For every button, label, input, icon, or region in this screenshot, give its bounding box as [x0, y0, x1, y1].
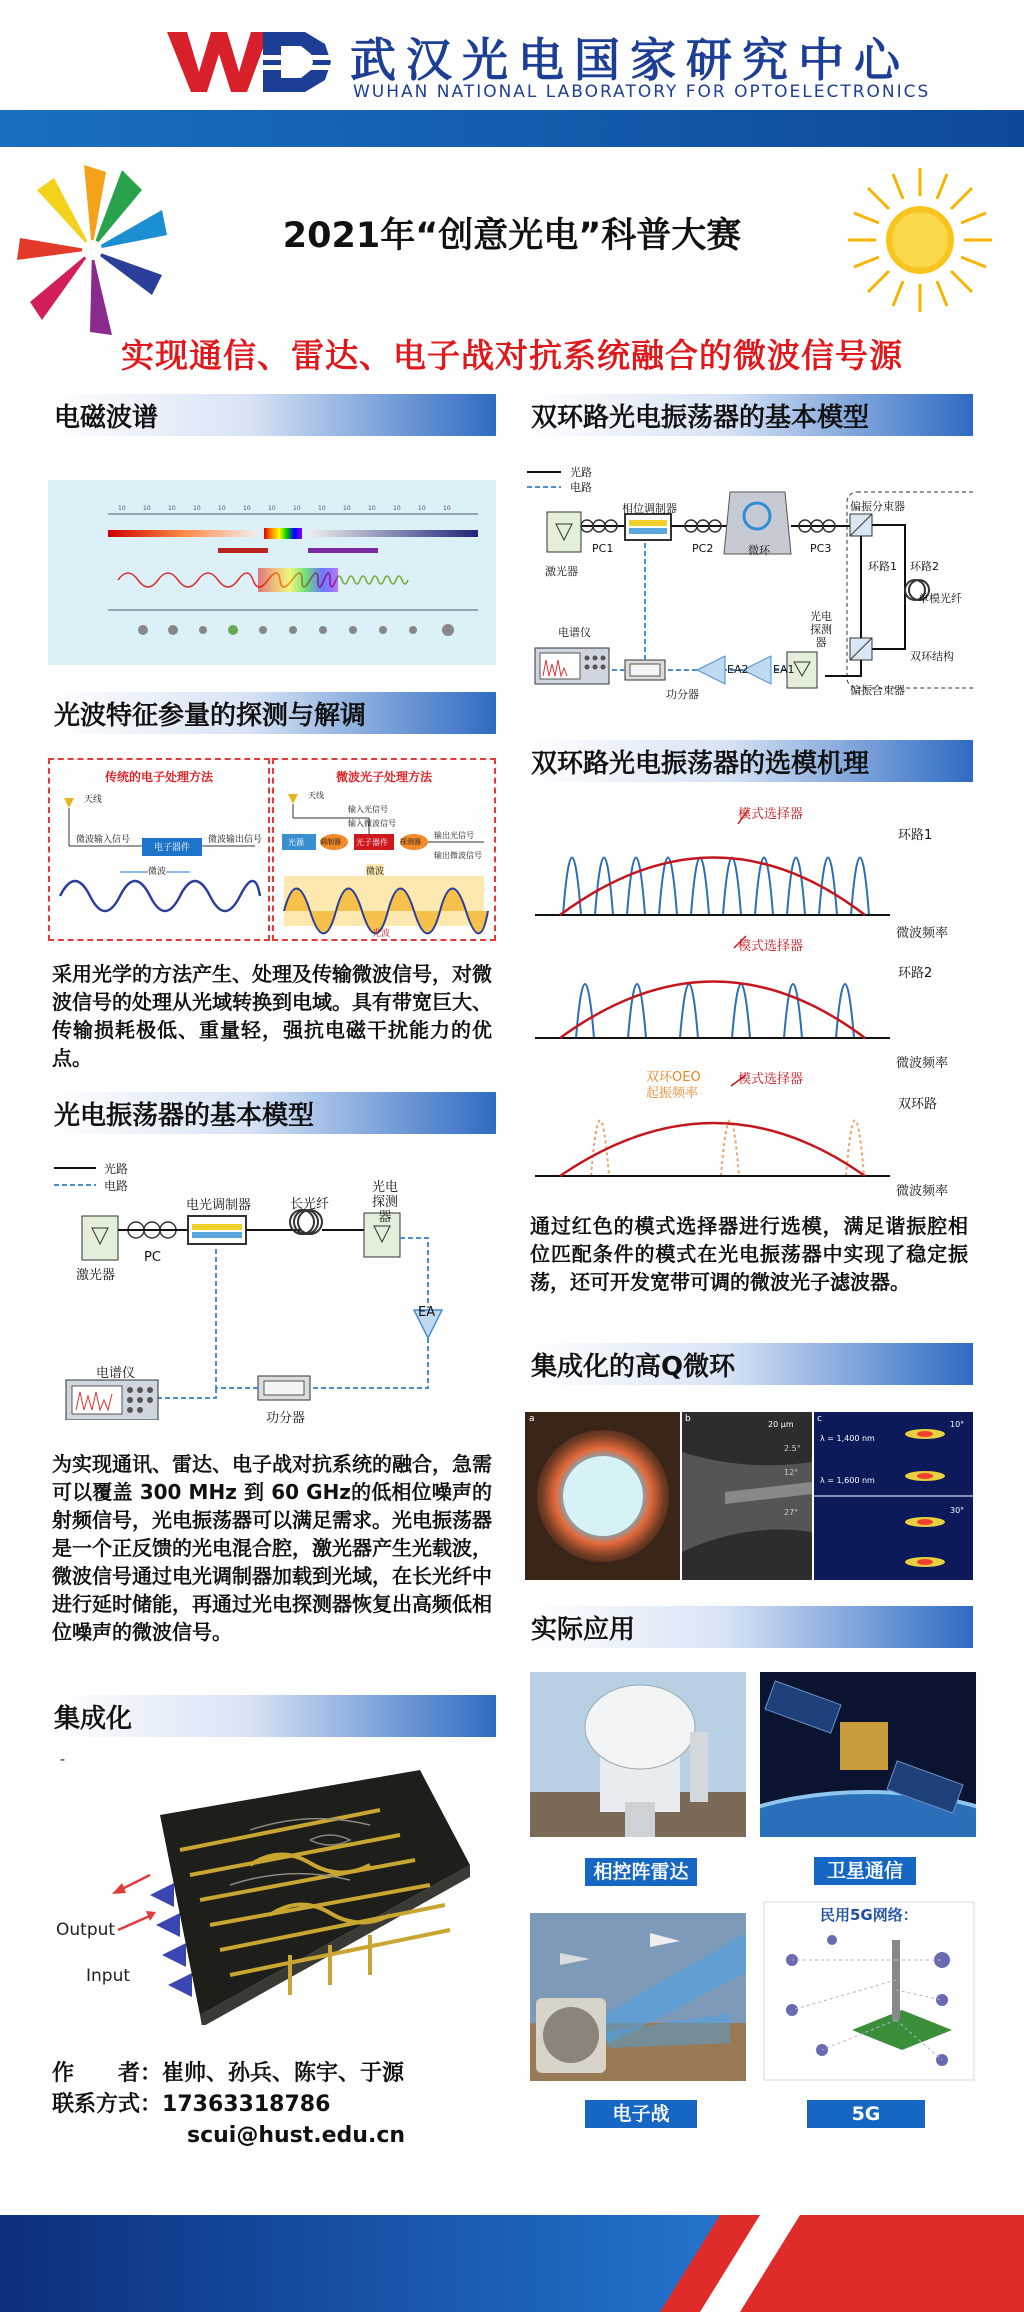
dual-loop-mode-peak: [721, 1121, 739, 1177]
label-output: Output: [56, 1920, 116, 1940]
label-phase-modulator: 相位调制器: [622, 502, 677, 515]
photonic-method-panel: [272, 758, 496, 941]
svg-text:10: 10: [318, 505, 326, 512]
svg-text:10: 10: [218, 505, 226, 512]
section-title-mode-selection: 双环路光电振荡器的选模机理: [525, 740, 973, 782]
electronic-method-diagram: [50, 786, 268, 936]
label-mode-selector-1: 模式选择器: [738, 807, 804, 822]
panel-label-b: b: [685, 1414, 691, 1424]
label-input: Input: [86, 1966, 131, 1986]
label-long-fiber: 长光纤: [290, 1197, 330, 1212]
footer-band: [0, 2215, 1024, 2312]
label-ea2: EA2: [727, 663, 749, 676]
label-dual-structure: 双环结构: [910, 650, 954, 663]
label-spectrum-analyzer: 电谱仪: [96, 1366, 136, 1381]
loop1-mode-peak: [691, 858, 709, 916]
label-p-microwave: 微波: [366, 864, 384, 877]
angle-label-5: 30°: [950, 1506, 965, 1515]
wd-logo: [165, 22, 335, 100]
stray-dash: -: [60, 1752, 66, 1768]
svg-text:10: 10: [118, 505, 126, 512]
loop2-mode-peak: [784, 984, 802, 1038]
label-loop1-chart: 环路1: [898, 828, 933, 843]
label-oeo-start-freq: 双环OEO 起振频率: [646, 1070, 701, 1101]
scale-bar-label: 20 μm: [768, 1420, 794, 1429]
author-label: 作 者：: [52, 2061, 163, 2086]
paragraph-mode-selection: 通过红色的模式选择器进行选模，满足谐振腔相位匹配条件的模式在光电振荡器中实现了稳定振荡，还可开发宽带可调的微波光子滤波器。: [530, 1214, 968, 1294]
label-eo-modulator: 电光调制器: [186, 1198, 252, 1213]
label-p-output-light: 输出光信号: [434, 831, 474, 840]
label-p-output-mw: 输出微波信号: [434, 851, 482, 860]
label-output-signal: 微波输出信号: [208, 835, 263, 845]
label-p-modulator: 调制器: [320, 838, 341, 846]
svg-text:10: 10: [243, 505, 251, 512]
electronic-method-title: 传统的电子处理方法: [104, 770, 213, 784]
label-microwave: 微波: [148, 864, 166, 877]
label-freq-1: 微波频率: [896, 926, 949, 941]
label-loop2-chart: 环路2: [898, 966, 933, 981]
svg-text:10: 10: [168, 505, 176, 512]
loop2-mode-peak: [680, 984, 698, 1038]
label-pbs: 偏振分束器: [850, 500, 905, 513]
photonic-method-title: 微波光子处理方法: [335, 770, 432, 784]
loop2-mode-peak: [836, 984, 854, 1038]
label-dual-loop-chart: 双环路: [898, 1097, 938, 1112]
dual-loop-mode-peak: [846, 1121, 864, 1177]
svg-text:10: 10: [293, 505, 301, 512]
label-spectrum-2: 电谱仪: [558, 626, 591, 639]
label-pc1: PC1: [592, 542, 614, 555]
5g-network-image: [762, 1900, 976, 2082]
label-p-device: 光子器件: [356, 838, 388, 847]
angle-label-2: 12°: [784, 1468, 799, 1477]
5g-network-title: 民用5G网络：: [820, 1906, 918, 1924]
label-photodetector-2: 光电 探测器: [810, 610, 832, 649]
mode-selection-chart: [530, 800, 975, 1200]
label-power-splitter: 功分器: [266, 1411, 306, 1426]
author-names: 崔帅、孙兵、陈宇、于源: [162, 2061, 405, 2086]
org-name-en: WUHAN NATIONAL LABORATORY FOR OPTOELECTRONICS: [353, 82, 931, 102]
label-mode-selector-2: 模式选择器: [738, 939, 804, 954]
label-freq-2: 微波频率: [896, 1056, 949, 1071]
paragraph-microwave-photonics: 采用光学的方法产生、处理及传输微波信号，对微波信号的处理从光域转换到电域。具有带宽巨大、传输损耗极低、重量轻，强抗电磁干扰能力的优点。: [52, 962, 492, 1070]
dual-loop-oeo-diagram: [525, 462, 975, 708]
label-freq-3: 微波频率: [896, 1184, 949, 1199]
contact-label: 联系方式：: [52, 2092, 163, 2117]
contest-title: 2021年“创意光电”科普大赛: [282, 216, 742, 256]
label-ea1: EA1: [773, 663, 795, 676]
org-name-cn: 武汉光电国家研究中心: [350, 33, 910, 87]
svg-text:10: 10: [393, 505, 401, 512]
label-pc2: PC2: [692, 542, 714, 555]
label-mode-selector-3: 模式选择器: [738, 1072, 804, 1087]
electronic-warfare-image: [530, 1913, 746, 2081]
label-electronic-device: 电子器件: [154, 843, 191, 853]
svg-text:10: 10: [418, 505, 426, 512]
loop1-mode-peak: [723, 858, 741, 916]
contact-phone: 17363318786: [162, 2092, 331, 2117]
section-title-integration: 集成化: [48, 1695, 496, 1737]
section-title-em-spectrum: 电磁波谱: [48, 394, 496, 436]
section-title-oeo-model: 光电振荡器的基本模型: [48, 1092, 496, 1134]
svg-text:10: 10: [368, 505, 376, 512]
panel-label-c: c: [817, 1414, 822, 1424]
phased-array-radar-image: [530, 1672, 746, 1837]
label-p-antenna: 天线: [308, 791, 324, 800]
label-photodetector: 光电 探测器: [371, 1180, 398, 1225]
dual-loop-modes: [591, 1121, 864, 1177]
loop2-mode-peak: [628, 984, 646, 1038]
contact-email: scui@hust.edu.cn: [187, 2123, 406, 2148]
label-loop2: 环路2: [910, 560, 939, 573]
paragraph-oeo-description: 为实现通讯、雷达、电子战对抗系统的融合，急需可以覆盖 300 MHz 到 60 GHz的低相位噪声的射频信号，光电振荡器可以满足需求。光电振荡器是一个正反馈的光电混合腔，激光器产生光载波，微波信号通过电光调制器加载到光域，在长光纤中进行延时储能，再通过光电探测器恢复出高频低相位噪声的微波信号。: [52, 1452, 492, 1644]
loop1-mode-peak: [787, 858, 805, 916]
label-p-input-mw: 输入微波信号: [348, 819, 396, 828]
svg-text:10: 10: [343, 505, 351, 512]
angle-label-1: 2.5°: [784, 1444, 801, 1453]
label-microring: 微环: [748, 544, 770, 557]
caption-satellite-communication: 卫星通信: [814, 1857, 916, 1885]
label-splitter-2: 功分器: [666, 688, 699, 701]
label-antenna: 天线: [84, 795, 103, 805]
legend-electric-path-2: 电路: [570, 481, 592, 494]
section-title-dual-loop-model: 双环路光电振荡器的基本模型: [525, 394, 973, 436]
label-pc3: PC3: [810, 542, 832, 555]
section-title-detection: 光波特征参量的探测与解调: [48, 692, 496, 734]
svg-text:10: 10: [143, 505, 151, 512]
label-p-source: 光源: [288, 838, 304, 847]
loop2-mode-peak: [576, 984, 594, 1038]
svg-text:10: 10: [443, 505, 451, 512]
section-title-applications: 实际应用: [525, 1606, 973, 1648]
caption-phased-array-radar: 相控阵雷达: [585, 1858, 697, 1886]
loop1-mode-peak: [627, 858, 645, 916]
legend-electric-path: 电路: [104, 1179, 129, 1193]
em-spectrum-figure: [48, 480, 496, 665]
label-ea: EA: [418, 1305, 436, 1320]
electronic-method-panel: [48, 758, 270, 941]
legend-light-path-2: 光路: [570, 466, 592, 479]
label-laser-2: 激光器: [545, 565, 578, 578]
wavelength-label-1: λ = 1,400 nm: [820, 1434, 875, 1443]
loop2-modes: [576, 984, 854, 1038]
label-input-signal: 微波输入信号: [76, 835, 131, 845]
main-title: 实现通信、雷达、电子战对抗系统融合的微波信号源: [121, 336, 903, 375]
satellite-communication-image: [760, 1672, 976, 1837]
label-pbc: 偏振合束器: [850, 684, 905, 697]
angle-label-4: 10°: [950, 1420, 965, 1429]
loop2-mode-peak: [732, 984, 750, 1038]
svg-text:10: 10: [268, 505, 276, 512]
label-pc: PC: [144, 1250, 161, 1265]
author-block: [52, 2058, 405, 2151]
caption-5g: 5G: [807, 2100, 925, 2128]
wavelength-label-2: λ = 1,600 nm: [820, 1476, 875, 1485]
angle-label-3: 27°: [784, 1508, 799, 1517]
label-p-light: 光波: [372, 929, 391, 939]
label-laser: 激光器: [76, 1268, 116, 1283]
high-q-microring-image: [525, 1412, 973, 1580]
section-title-high-q-microring: 集成化的高Q微环: [525, 1343, 973, 1385]
header-bar: [0, 110, 1024, 147]
label-loop1: 环路1: [868, 560, 897, 573]
label-single-mode-fiber: 单模光纤: [918, 592, 962, 605]
svg-text:10: 10: [193, 505, 201, 512]
loop1-mode-peak: [659, 858, 677, 916]
legend-light-path: 光路: [104, 1162, 129, 1176]
caption-electronic-warfare: 电子战: [585, 2100, 697, 2128]
label-p-input-light: 输入光信号: [348, 805, 388, 814]
label-p-detector: 探测器: [400, 838, 421, 846]
panel-label-a: a: [529, 1414, 535, 1424]
